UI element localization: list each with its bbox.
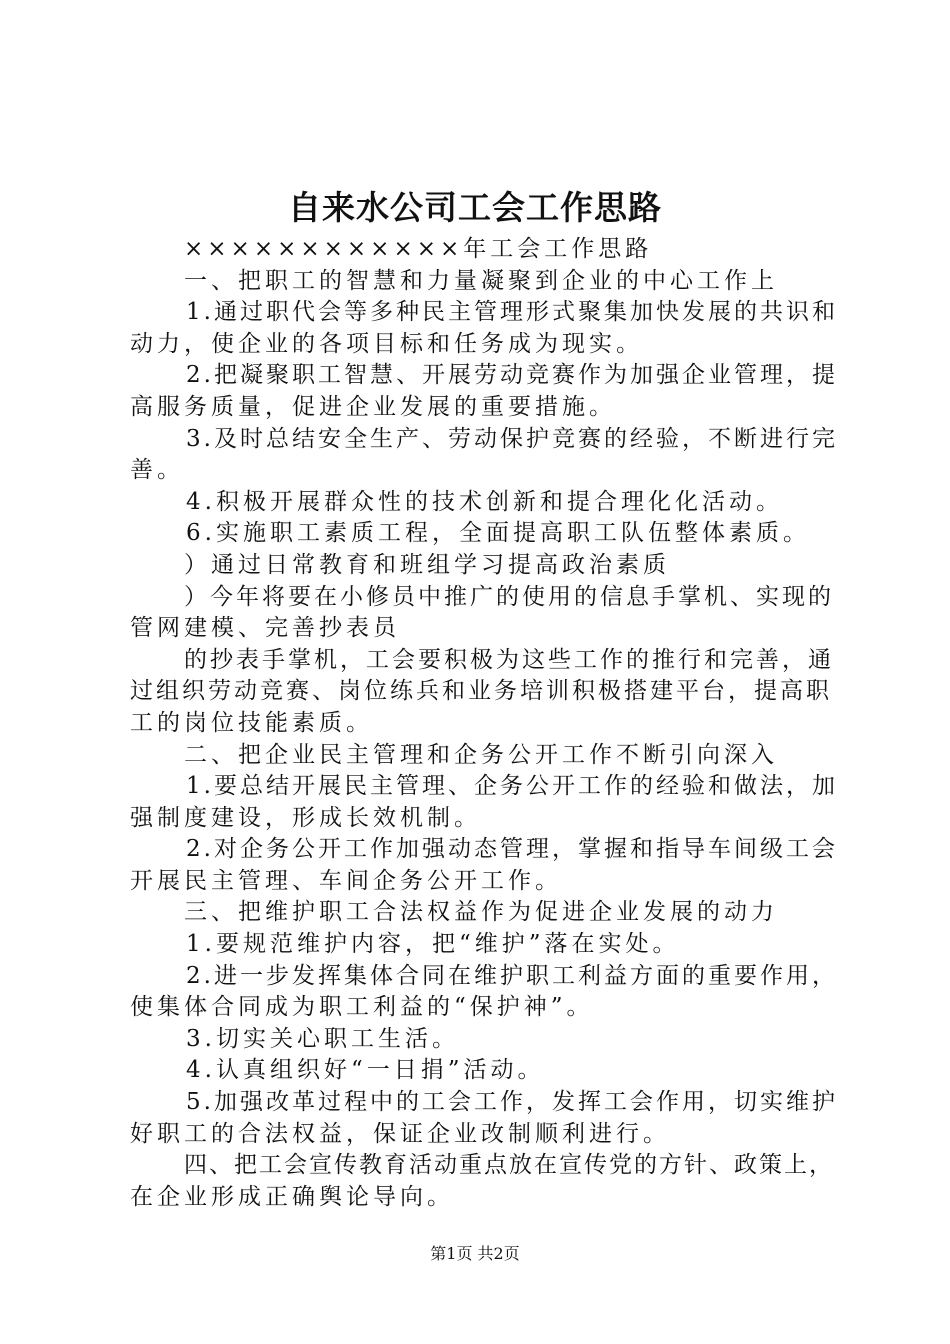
paragraph-line: 2.对企务公开工作加强动态管理，掌握和指导车间级工会 — [186, 836, 838, 863]
paragraph-line: 使集体合同成为职工利益的“保护神”。 — [130, 994, 594, 1021]
section-heading-4: 四、把工会宣传教育活动重点放在宣传党的方针、政策上， — [184, 1152, 834, 1179]
paragraph-line: 5.加强改革过程中的工会工作，发挥工会作用，切实维护 — [186, 1089, 838, 1116]
paragraph-line: 1.要规范维护内容，把“维护”落在实处。 — [186, 931, 680, 958]
section-heading-2: 二、把企业民主管理和企务公开工作不断引向深入 — [184, 741, 778, 768]
paragraph-line: ）通过日常教育和班组学习提高政治素质 — [184, 551, 670, 578]
paragraph-line: 4.积极开展群众性的技术创新和提合理化化活动。 — [186, 488, 783, 515]
paragraph-line: 2.进一步发挥集体合同在维护职工利益方面的重要作用， — [186, 962, 838, 989]
paragraph-line: 3.切实关心职工生活。 — [186, 1025, 459, 1052]
paragraph-line: ）今年将要在小修员中推广的使用的信息手掌机、实现的 — [184, 583, 834, 610]
paragraph-line: 过组织劳动竞赛、岗位练兵和业务培训积极搭建平台，提高职 — [130, 678, 832, 705]
paragraph-line: 强制度建设，形成长效机制。 — [130, 804, 481, 831]
paragraph-line: 4.认真组织好“一日捐”活动。 — [186, 1057, 545, 1084]
paragraph-line: 工的岗位技能素质。 — [130, 709, 373, 736]
paragraph-line: 2.把凝聚职工智慧、开展劳动竞赛作为加强企业管理，提 — [186, 362, 838, 389]
paragraph-line: 在企业形成正确舆论导向。 — [130, 1183, 454, 1210]
paragraph-line: 高服务质量，促进企业发展的重要措施。 — [130, 393, 616, 420]
paragraph-line: 1.通过职代会等多种民主管理形式聚集加快发展的共识和 — [186, 299, 838, 326]
paragraph-line: 好职工的合法权益，保证企业改制顺利进行。 — [130, 1120, 670, 1147]
paragraph-line: 管网建模、完善抄表员 — [130, 615, 400, 642]
paragraph-line: 6.实施职工素质工程，全面提高职工队伍整体素质。 — [186, 520, 810, 547]
paragraph-line: 3.及时总结安全生产、劳动保护竞赛的经验，不断进行完 — [186, 425, 838, 452]
paragraph-line: ××××××××××××年工会工作思路 — [184, 236, 653, 262]
paragraph-line: 1.要总结开展民主管理、企务公开工作的经验和做法，加 — [186, 773, 838, 800]
paragraph-line: 动力，使企业的各项目标和任务成为现实。 — [130, 330, 643, 357]
paragraph-line: 善。 — [130, 457, 184, 484]
paragraph-line: 开展民主管理、车间企务公开工作。 — [130, 867, 562, 894]
section-heading-3: 三、把维护职工合法权益作为促进企业发展的动力 — [184, 899, 778, 926]
document-title: 自来水公司工会工作思路 — [288, 188, 662, 227]
paragraph-line: 的抄表手掌机，工会要积极为这些工作的推行和完善，通 — [184, 646, 834, 673]
document-body — [130, 234, 840, 1213]
section-heading-1: 一、把职工的智慧和力量凝聚到企业的中心工作上 — [184, 267, 778, 294]
page-footer: 第1页 共2页 — [430, 1244, 520, 1263]
